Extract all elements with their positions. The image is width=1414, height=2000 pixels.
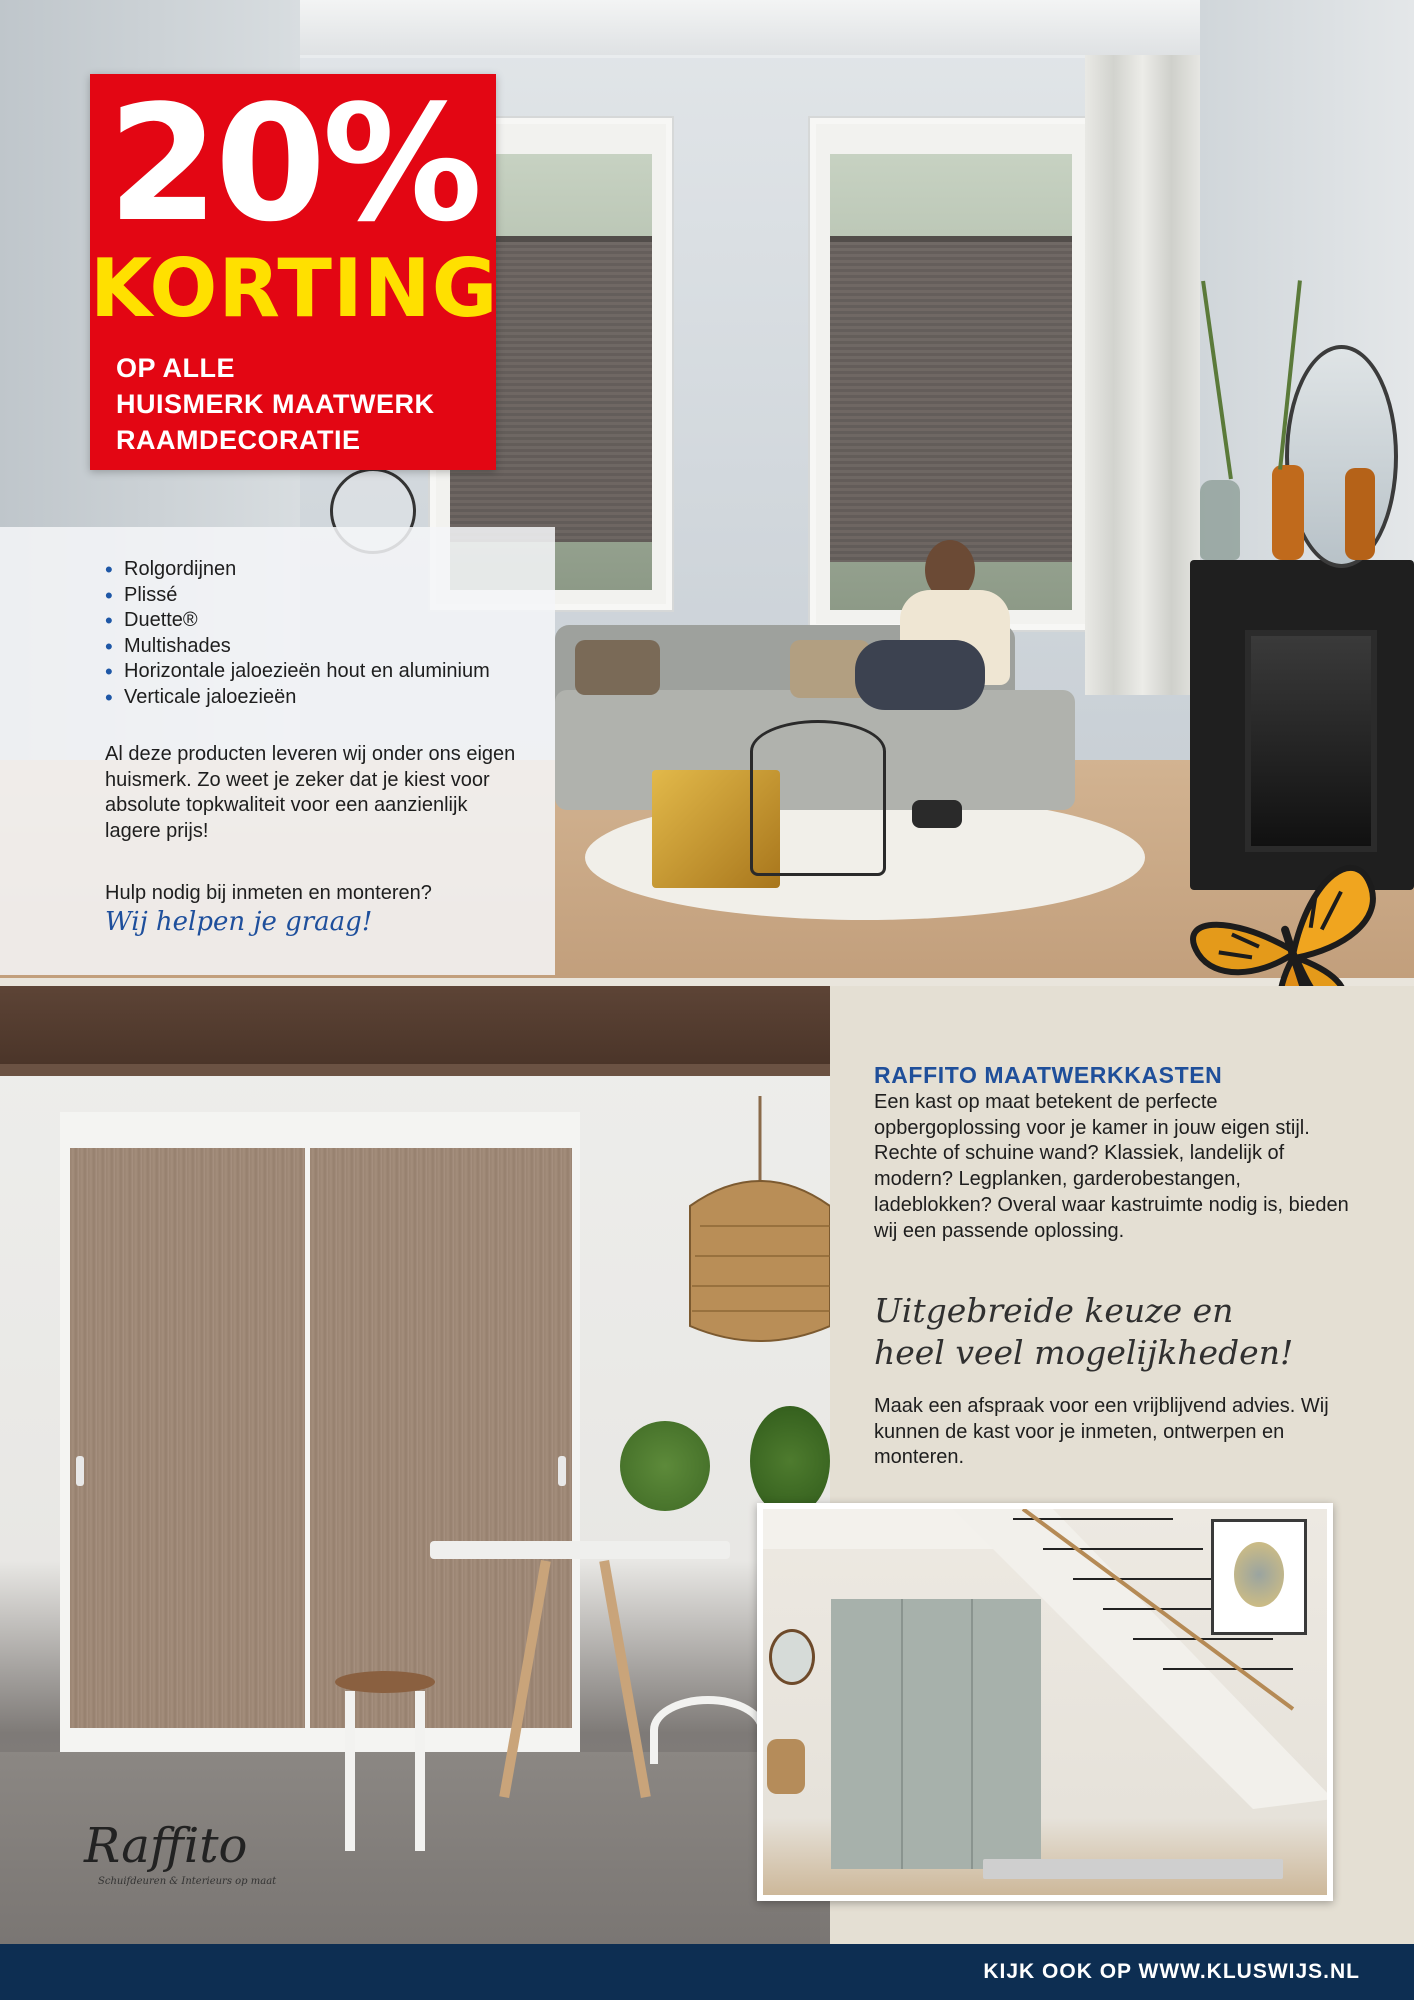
dining-table <box>430 1541 730 1559</box>
raffito-tagline-line: heel veel mogelijkheden! <box>874 1333 1294 1372</box>
footer-bar <box>0 1944 1414 2000</box>
raffito-title: RAFFITO MAATWERKKASTEN <box>874 1062 1223 1088</box>
curtain <box>1085 55 1200 695</box>
raffito-tagline-line: Uitgebreide keuze en <box>874 1291 1234 1330</box>
wicker-lamp <box>650 1096 830 1346</box>
photo-ceiling <box>300 0 1200 58</box>
discount-percent: 20% <box>107 70 479 257</box>
sliding-door-left <box>70 1148 305 1728</box>
raffito-logo-subline: Schuifdeuren & Interieurs op maat <box>98 1876 277 1887</box>
stool-leg <box>345 1691 355 1851</box>
help-tagline: Wij helpen je graag! <box>105 907 373 937</box>
plant-2 <box>750 1406 830 1516</box>
shoes <box>912 800 962 828</box>
help-question: Hulp nodig bij inmeten en monteren? <box>105 882 432 904</box>
product-list-item: • Horizontale jaloezieën hout en aluminium <box>105 659 490 685</box>
product-list <box>105 557 490 711</box>
white-chair <box>650 1696 766 1764</box>
plant <box>620 1421 710 1511</box>
basket <box>767 1739 805 1794</box>
product-list-item: • Duette® <box>105 608 490 634</box>
stool-leg-2 <box>415 1691 425 1851</box>
inset-rug <box>983 1859 1283 1879</box>
discount-subtitle <box>116 350 486 458</box>
ceiling-beam-edge <box>0 1064 830 1076</box>
wardrobe-room-photo <box>0 986 830 1944</box>
wall-mirror <box>769 1629 815 1685</box>
fireplace <box>1190 560 1414 890</box>
product-list-item: • Rolgordijnen <box>105 557 490 583</box>
house-brand-paragraph: Al deze producten leveren wij onder ons eigen huismerk. Zo weet je zeker dat je kiest voor absolute topkwaliteit voor een aanzienlijk lagere prijs! <box>105 743 516 843</box>
ceiling-beam <box>0 986 830 1064</box>
product-list-item: • Verticale jaloezieën <box>105 685 490 711</box>
discount-label: KORTING <box>90 242 499 335</box>
vase-amber <box>1272 465 1304 560</box>
cushion <box>575 640 660 695</box>
understairs-wardrobe-photo <box>757 1503 1333 1901</box>
discount-subtitle-line: OP ALLE <box>116 353 236 383</box>
wire-side-table <box>750 720 886 876</box>
raffito-logo <box>84 1818 304 1898</box>
raffito-logo-wordmark: Raffito <box>84 1818 248 1874</box>
website-link[interactable]: KIJK OOK OP WWW.KLUSWIJS.NL <box>983 1960 1360 1983</box>
door-handle <box>76 1456 84 1486</box>
raffito-appointment-paragraph: Maak een afspraak voor een vrijblijvend advies. Wij kunnen de kast voor je inmeten, ontwerpen en monteren. <box>874 1395 1329 1469</box>
raffito-paragraph: Een kast op maat betekent de perfecte opbergoplossing voor je kamer in jouw eigen stijl. Rechte of schuine wand? Klassiek, landelijk of modern? Legplanken, garderobestangen, ladeblokken? Overal waar kastruimte nodig is, bieden wij een passende oplossing. <box>874 1091 1349 1242</box>
discount-subtitle-line: HUISMERK MAATWERK <box>116 389 435 419</box>
framed-leaf-print <box>1211 1519 1307 1635</box>
discount-banner <box>90 70 499 470</box>
vase-amber-2 <box>1345 468 1375 560</box>
door-handle-2 <box>558 1456 566 1486</box>
raffito-tagline <box>874 1290 1374 1374</box>
vase-glass <box>1200 480 1240 560</box>
product-list-item: • Multishades <box>105 634 490 660</box>
stool-seat <box>335 1671 435 1693</box>
product-list-item: • Plissé <box>105 583 490 609</box>
person-jeans <box>855 640 985 710</box>
product-info-panel <box>0 527 555 975</box>
discount-subtitle-line: RAAMDECORATIE <box>116 425 361 455</box>
